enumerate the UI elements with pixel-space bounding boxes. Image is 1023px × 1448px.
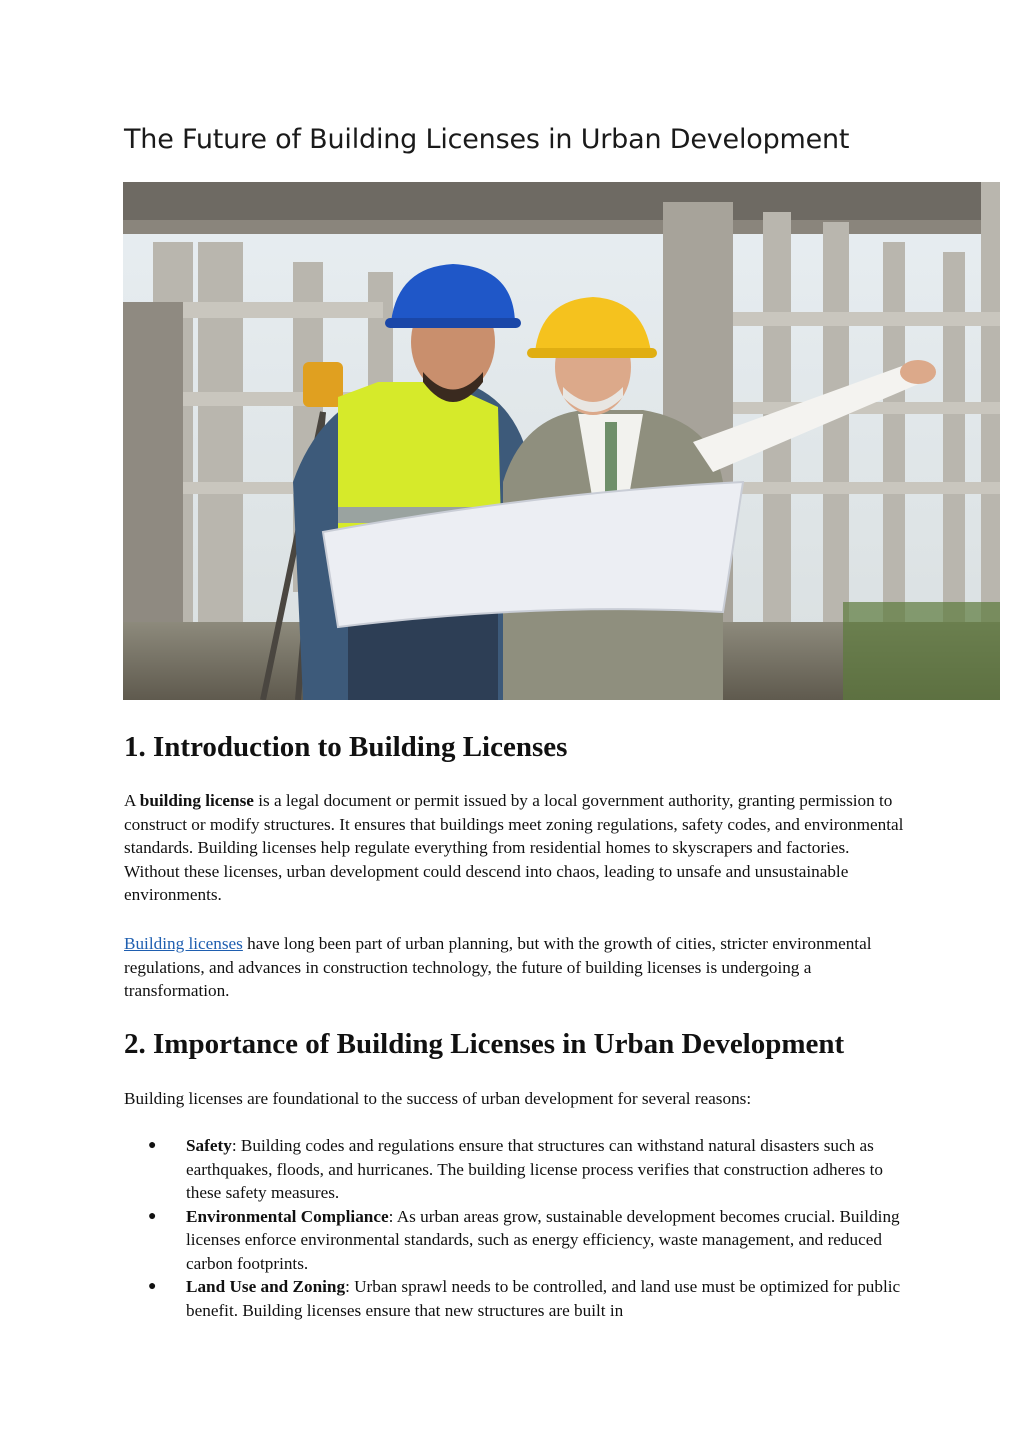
bullet-text: : Building codes and regulations ensure that structures can withstand natural disasters such as earthquakes, floods, and hurricanes. The building license process verifies that construction adheres to these safety measures. bbox=[186, 1136, 883, 1202]
history-text: have long been part of urban planning, but with the growth of cities, stricter environmental regulations, and advances in construction technology, the future of building licenses is undergoing a transformation. bbox=[124, 934, 872, 1000]
page-title: The Future of Building Licenses in Urban Development bbox=[124, 124, 850, 155]
construction-workers-photo-icon bbox=[123, 182, 1000, 700]
history-paragraph bbox=[124, 932, 904, 1003]
bullet-icon: ● bbox=[148, 1279, 157, 1294]
section-heading-importance: 2. Importance of Building Licenses in Urban Development bbox=[124, 1028, 845, 1060]
section-heading-introduction: 1. Introduction to Building Licenses bbox=[124, 731, 568, 763]
bullet-term: Safety bbox=[186, 1136, 232, 1155]
intro-text: is a legal document or permit issued by a local government authority, granting permission to construct or modify structures. It ensures that buildings meet zoning regulations, safety codes, and environmental standards. Building licenses help regulate everything from residential homes to skyscrapers and factories. Without these licenses, urban development could descend into chaos, leading to unsafe and unsustainable environments. bbox=[124, 791, 904, 904]
intro-bold-term: building license bbox=[139, 791, 254, 810]
building-licenses-link[interactable]: Building licenses bbox=[124, 934, 243, 953]
bullet-icon: ● bbox=[148, 1208, 157, 1224]
bullet-term: Land Use and Zoning bbox=[186, 1277, 346, 1296]
hero-photo bbox=[123, 182, 1000, 700]
bullet-text: : Urban sprawl needs to be controlled, and land use must be optimized for public benefit. Building licenses ensure that new structures are built in bbox=[186, 1277, 901, 1320]
importance-intro: Building licenses are foundational to the success of urban development for several reasons: bbox=[124, 1089, 752, 1108]
intro-paragraph bbox=[124, 789, 904, 907]
bullet-icon: ● bbox=[148, 1138, 157, 1153]
list-item bbox=[124, 1134, 904, 1205]
importance-bullet-list bbox=[124, 1134, 904, 1322]
bullet-text: : As urban areas grow, sustainable development becomes crucial. Building licenses enforce environmental standards, such as energy efficiency, waste management, and reduced carbon footprints. bbox=[186, 1206, 900, 1273]
bullet-term: Environmental Compliance bbox=[186, 1206, 389, 1226]
list-item bbox=[124, 1275, 904, 1322]
list-item bbox=[124, 1205, 904, 1276]
intro-prefix: A bbox=[124, 791, 140, 810]
